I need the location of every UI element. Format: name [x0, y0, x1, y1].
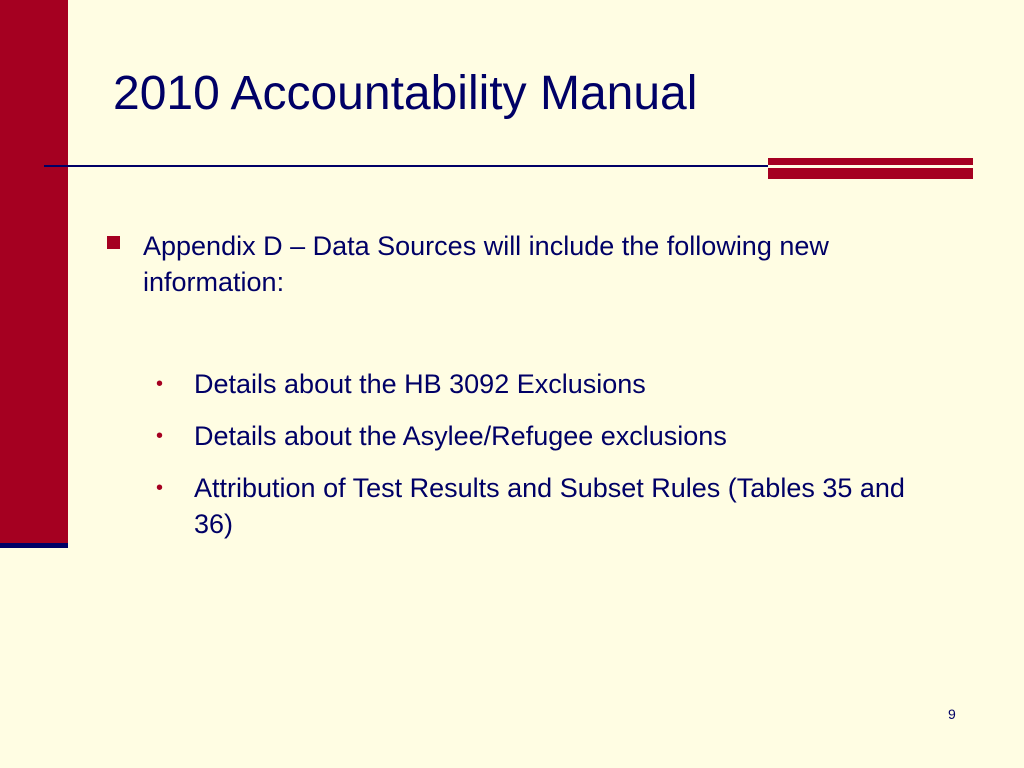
- title-accent-stripe: [768, 165, 973, 168]
- left-accent-bar: [0, 0, 68, 544]
- slide-title: 2010 Accountability Manual: [113, 67, 698, 120]
- dot-bullet-icon: •: [156, 373, 164, 395]
- dot-bullet-icon: •: [156, 425, 164, 447]
- sub-bullet-text: Details about the Asylee/Refugee exclusions: [194, 421, 727, 451]
- title-accent-block: [768, 158, 973, 179]
- dot-bullet-icon: •: [156, 477, 164, 499]
- square-bullet-icon: [107, 236, 120, 249]
- left-accent-underline: [0, 543, 68, 548]
- sub-bullet-item: [156, 470, 936, 542]
- sub-bullet-item: [156, 366, 936, 402]
- sub-bullet-list: [156, 366, 936, 558]
- sub-bullet-text: Details about the HB 3092 Exclusions: [194, 369, 646, 399]
- main-bullet-text: Appendix D – Data Sources will include the following new information:: [143, 231, 829, 297]
- sub-bullet-item: [156, 418, 936, 454]
- sub-bullet-text: Attribution of Test Results and Subset Rules (Tables 35 and 36): [194, 473, 905, 539]
- page-number: 9: [948, 706, 956, 722]
